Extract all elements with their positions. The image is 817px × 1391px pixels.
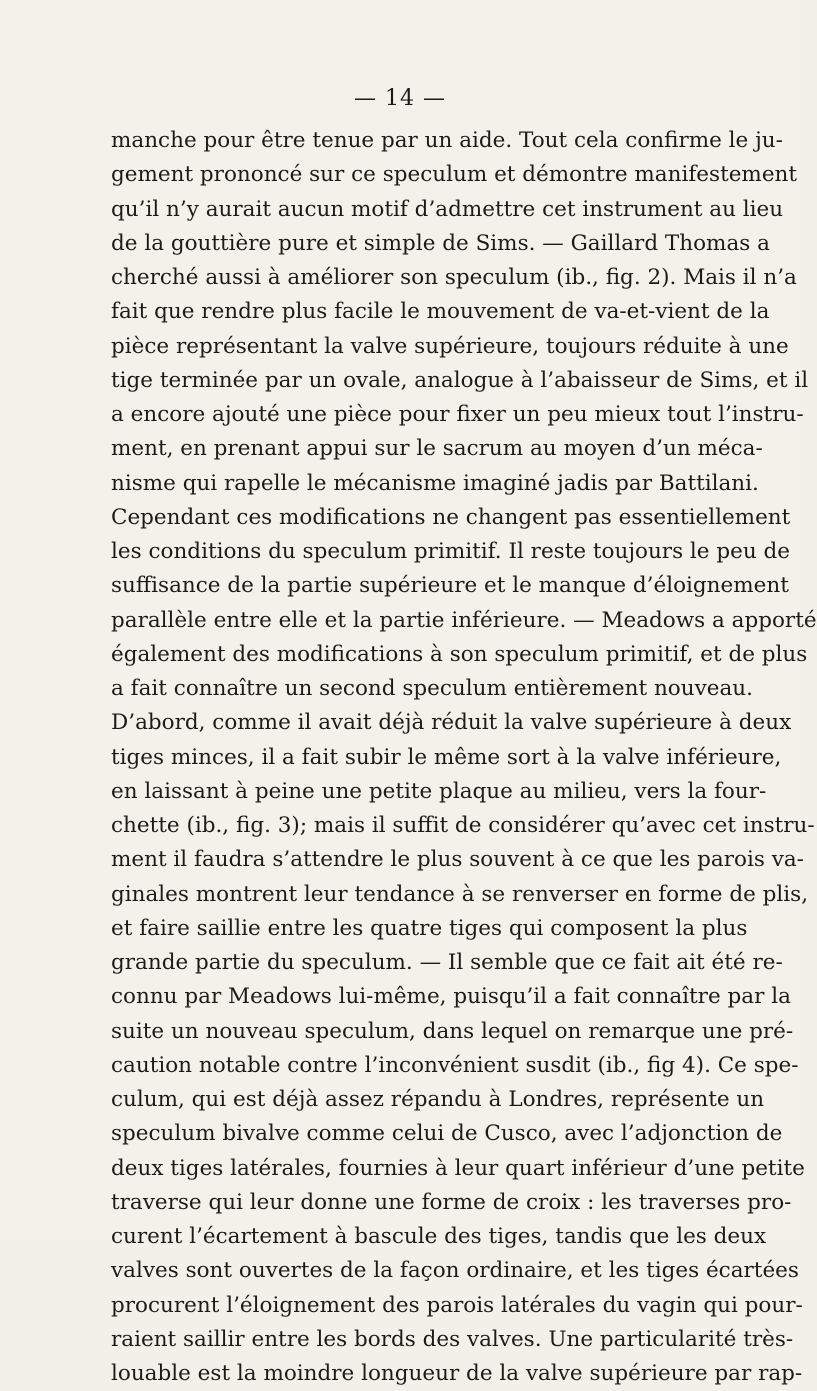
text-line: chette (ib., fig. 3); mais il suffit de considérer qu’avec cet instru- — [111, 813, 815, 838]
text-line: les conditions du speculum primitif. Il reste toujours le peu de — [111, 539, 791, 564]
text-line: a encore ajouté une pièce pour fixer un peu mieux tout l’instru- — [111, 402, 804, 427]
text-line: en laissant à peine une petite plaque au milieu, vers la four- — [111, 778, 767, 804]
text-line: louable est la moindre longueur de la valve supérieure par rap- — [111, 1361, 803, 1386]
text-line: de la gouttière pure et simple de Sims. — Gaillard Thomas a — [111, 230, 770, 256]
text-line: ment, en prenant appui sur le sacrum au moyen d’un méca- — [111, 436, 763, 462]
text-line: suite un nouveau speculum, dans lequel on remarque une pré- — [111, 1018, 794, 1044]
text-line: culum, qui est déjà assez répandu à Londres, représente un — [111, 1087, 765, 1112]
text-line: suffisance de la partie supérieure et le manque d’éloignement — [111, 573, 789, 599]
text-line: valves sont ouvertes de la façon ordinaire, et les tiges écartées — [111, 1258, 799, 1284]
text-line: parallèle entre elle et la partie inférieure. — Meadows a apporté — [111, 607, 817, 633]
text-line: nisme qui rapelle le mécanisme imaginé jadis par Battilani. — [111, 470, 759, 496]
text-line: ment il faudra s’attendre le plus souvent à ce que les parois va- — [111, 847, 804, 873]
text-line: traverse qui leur donne une forme de croix : les traverses pro- — [111, 1189, 792, 1215]
body-text — [111, 124, 817, 1391]
text-line: grande partie du speculum. — Il semble que ce fait ait été re- — [111, 950, 783, 975]
text-line: également des modifications à son speculum primitif, et de plus — [111, 641, 808, 667]
text-line: et faire saillie entre les quatre tiges qui composent la plus — [111, 915, 748, 941]
text-line: Cependant ces modifications ne changent pas essentiellement — [111, 504, 791, 530]
text-line: D’abord, comme il avait déjà réduit la valve supérieure à deux — [111, 710, 792, 736]
text-line: fait que rendre plus facile le mouvement de va-et-vient de la — [111, 299, 770, 325]
text-line: qu’il n’y aurait aucun motif d’admettre cet instrument au lieu — [111, 196, 784, 222]
text-line: manche pour être tenue par un aide. Tout cela confirme le ju- — [111, 128, 783, 153]
text-line: a fait connaître un second speculum entièrement nouveau. — [111, 676, 753, 701]
text-line: tige terminée par un ovale, analogue à l’abaisseur de Sims, et il — [111, 367, 809, 393]
text-line: curent l’écartement à bascule des tiges, tandis que les deux — [111, 1224, 767, 1249]
text-line: ginales montrent leur tendance à se renverser en forme de plis, — [111, 881, 809, 907]
text-line: raient saillir entre les bords des valves. Une particularité très- — [111, 1326, 794, 1352]
text-line: tiges minces, il a fait subir le même sort à la valve inférieure, — [111, 744, 782, 770]
text-line: gement prononcé sur ce speculum et démontre manifestement — [111, 162, 798, 188]
text-line: cherché aussi à améliorer son speculum (ib., fig. 2). Mais il n’a — [111, 265, 797, 290]
text-line: speculum bivalve comme celui de Cusco, avec l’adjonction de — [111, 1121, 783, 1147]
text-line: connu par Meadows lui-même, puisqu’il a fait connaître par la — [111, 984, 791, 1010]
text-line: procurent l’éloignement des parois latérales du vagin qui pour- — [111, 1292, 803, 1318]
text-line: caution notable contre l’inconvénient susdit (ib., fig 4). Ce spe- — [111, 1052, 799, 1078]
text-line: deux tiges latérales, fournies à leur quart inférieur d’une petite — [111, 1155, 805, 1181]
page-number: — 14 — — [354, 86, 446, 111]
text-line: pièce représentant la valve supérieure, toujours réduite à une — [111, 333, 789, 359]
